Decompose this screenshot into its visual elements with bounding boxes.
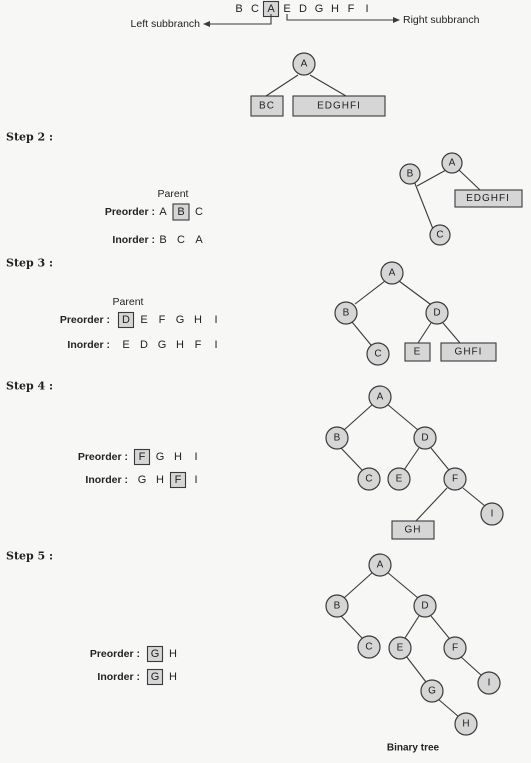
header-letter-e: E bbox=[283, 3, 291, 15]
tree2-edge-a-box bbox=[459, 170, 480, 190]
tree2-edge-b-c bbox=[414, 181, 433, 229]
step4-title: Step 4 : bbox=[6, 379, 54, 393]
tree2-node-a-label: A bbox=[448, 157, 456, 169]
tree5-edge-b-c bbox=[341, 616, 362, 638]
tree5-edge-f-i bbox=[460, 656, 481, 675]
tree5-node-d-label: D bbox=[421, 600, 429, 612]
step2-inorder-label: Inorder : bbox=[112, 234, 155, 246]
step3-inorder-letter-d: D bbox=[140, 339, 148, 351]
step4-inorder-letter-g: G bbox=[137, 474, 147, 486]
tree4-edge-a-b bbox=[344, 404, 373, 430]
step2-preorder-label: Preorder : bbox=[104, 206, 155, 218]
header-letter-g: G bbox=[314, 3, 324, 15]
step5-preorder-sequence bbox=[148, 647, 178, 662]
tree4-node-e-label: E bbox=[395, 473, 403, 485]
step2-inorder-letter-a: A bbox=[195, 234, 203, 246]
tree2-edge-a-b bbox=[417, 170, 446, 186]
tree2-node-c-label: C bbox=[436, 229, 444, 241]
step4-preorder-letter-f: F bbox=[138, 451, 146, 463]
tree5-node-c-label: C bbox=[365, 641, 373, 653]
tree5-node-f-label: F bbox=[451, 642, 459, 654]
tree4-node-i-label: I bbox=[490, 508, 494, 520]
left-arrow-head bbox=[203, 21, 210, 27]
tree4-edge-b-c bbox=[341, 448, 362, 470]
step2-inorder-letter-c: C bbox=[177, 234, 185, 246]
step4-inorder-letter-f: F bbox=[174, 474, 182, 486]
header-letter-c: C bbox=[251, 3, 259, 15]
step2-inorder-sequence bbox=[159, 234, 203, 246]
step3-preorder-sequence bbox=[119, 313, 218, 328]
tree4-node-f-label: F bbox=[451, 473, 459, 485]
tree1-edge-right bbox=[310, 75, 346, 96]
tree5-node-h-label: H bbox=[462, 718, 470, 730]
step3-preorder-letter-d: D bbox=[122, 314, 130, 326]
step3-inorder-letter-g: G bbox=[157, 339, 167, 351]
binary-tree-caption: Binary tree bbox=[386, 742, 440, 754]
step3-inorder-letter-h: H bbox=[176, 339, 184, 351]
tree3-node-b-label: B bbox=[342, 307, 350, 319]
tree4-edge-f-box bbox=[415, 488, 447, 522]
tree3-box-e-label: E bbox=[413, 346, 422, 358]
step5-preorder-letter-g: G bbox=[150, 648, 160, 660]
header-sequence bbox=[235, 2, 368, 17]
tree5-edge-a-b bbox=[344, 572, 373, 598]
tree3-edge-a-d bbox=[399, 281, 430, 304]
header-letter-b: B bbox=[235, 3, 243, 15]
tree2-box-label: EDGHFI bbox=[466, 193, 510, 204]
tree4-edge-f-i bbox=[463, 488, 485, 506]
step3-inorder-letter-f: F bbox=[194, 339, 202, 351]
step4-preorder-sequence bbox=[135, 450, 198, 465]
step3-preorder-letter-e: E bbox=[140, 314, 148, 326]
tree1-box-right-label: EDGHFI bbox=[317, 100, 361, 112]
step2-preorder-letter-b: B bbox=[177, 206, 185, 218]
header-letter-d: D bbox=[299, 3, 307, 15]
step2-parent-label: Parent bbox=[157, 188, 189, 200]
step4-inorder-letter-h: H bbox=[156, 474, 164, 486]
header-letter-i: I bbox=[365, 3, 369, 15]
tree4-node-c-label: C bbox=[365, 473, 373, 485]
step5-inorder-letter-h: H bbox=[169, 671, 177, 683]
step3-inorder-label: Inorder : bbox=[67, 339, 110, 351]
step4-preorder-label: Preorder : bbox=[77, 451, 128, 463]
tree3-node-a-label: A bbox=[388, 267, 396, 279]
step3-preorder-label: Preorder : bbox=[59, 314, 110, 326]
tree5-node-g-label: G bbox=[428, 685, 436, 697]
tree4-node-b-label: B bbox=[333, 432, 341, 444]
tree3-edge-a-b bbox=[355, 281, 385, 304]
step5-inorder-label: Inorder : bbox=[97, 671, 140, 683]
tree1-edge-left bbox=[266, 75, 298, 96]
step2-inorder-letter-b: B bbox=[159, 234, 167, 246]
left-arrow-line bbox=[210, 14, 271, 24]
right-arrow-head bbox=[393, 17, 400, 23]
tree4-node-d-label: D bbox=[421, 432, 429, 444]
tree3-edge-b-c bbox=[352, 322, 371, 345]
step5-inorder-sequence bbox=[148, 670, 178, 685]
header-letter-f: F bbox=[347, 3, 355, 15]
header-letter-h: H bbox=[331, 3, 339, 15]
step3-preorder-letter-g: G bbox=[175, 314, 185, 326]
tree5-edge-e-g bbox=[406, 656, 426, 682]
tree5-node-i-label: I bbox=[487, 677, 491, 689]
tree3-node-d-label: D bbox=[433, 307, 441, 319]
tree5-edge-g-h bbox=[438, 699, 459, 717]
tree4-edge-d-e bbox=[404, 448, 419, 470]
header-letter-a: A bbox=[267, 3, 275, 15]
left-subbranch-label: Left subbranch bbox=[130, 18, 200, 30]
tree5-node-e-label: E bbox=[396, 642, 404, 654]
step3-inorder-letter-e: E bbox=[122, 339, 130, 351]
step4-inorder-letter-i: I bbox=[194, 474, 198, 486]
step2-preorder-sequence bbox=[159, 204, 203, 220]
tree3-box-ghfi-label: GHFI bbox=[454, 346, 483, 358]
step2-preorder-letter-c: C bbox=[195, 206, 203, 218]
step3-preorder-letter-i: I bbox=[214, 314, 218, 326]
tree4-box-gh-label: GH bbox=[404, 524, 422, 536]
tree4-edge-a-d bbox=[387, 404, 418, 430]
tree4-edge-d-f bbox=[431, 448, 449, 470]
tree3-node-c-label: C bbox=[374, 348, 382, 360]
step5-preorder-label: Preorder : bbox=[89, 648, 140, 660]
tree5-node-a-label: A bbox=[376, 559, 384, 571]
tree3-edge-d-e bbox=[418, 323, 431, 343]
tree5-edge-a-d bbox=[387, 572, 418, 598]
tree1-node-a-label: A bbox=[300, 58, 308, 70]
step5-preorder-letter-h: H bbox=[169, 648, 177, 660]
step3-preorder-letter-f: F bbox=[158, 314, 166, 326]
tree2-node-b-label: B bbox=[406, 168, 414, 180]
step4-preorder-letter-h: H bbox=[174, 451, 182, 463]
step4-preorder-letter-i: I bbox=[194, 451, 198, 463]
step4-inorder-label: Inorder : bbox=[85, 474, 128, 486]
step3-inorder-letter-i: I bbox=[214, 339, 218, 351]
tree4-node-a-label: A bbox=[376, 391, 384, 403]
step4-inorder-sequence bbox=[138, 473, 198, 488]
step3-parent-label: Parent bbox=[112, 296, 144, 308]
step3-title: Step 3 : bbox=[6, 256, 54, 270]
tree5-node-b-label: B bbox=[333, 600, 341, 612]
tree5-edge-d-f bbox=[431, 616, 449, 638]
step5-inorder-letter-g: G bbox=[150, 671, 160, 683]
right-subbranch-label: Right subbranch bbox=[403, 14, 480, 26]
step2-title: Step 2 : bbox=[6, 130, 54, 144]
step3-preorder-letter-h: H bbox=[194, 314, 202, 326]
step2-preorder-letter-a: A bbox=[159, 206, 167, 218]
tree5-edge-d-e bbox=[405, 616, 419, 638]
step5-title: Step 5 : bbox=[6, 549, 54, 563]
tree3-edge-d-box bbox=[443, 323, 460, 343]
step4-preorder-letter-g: G bbox=[155, 451, 165, 463]
step3-inorder-sequence bbox=[122, 339, 217, 351]
tree1-box-left-label: BC bbox=[259, 100, 275, 112]
